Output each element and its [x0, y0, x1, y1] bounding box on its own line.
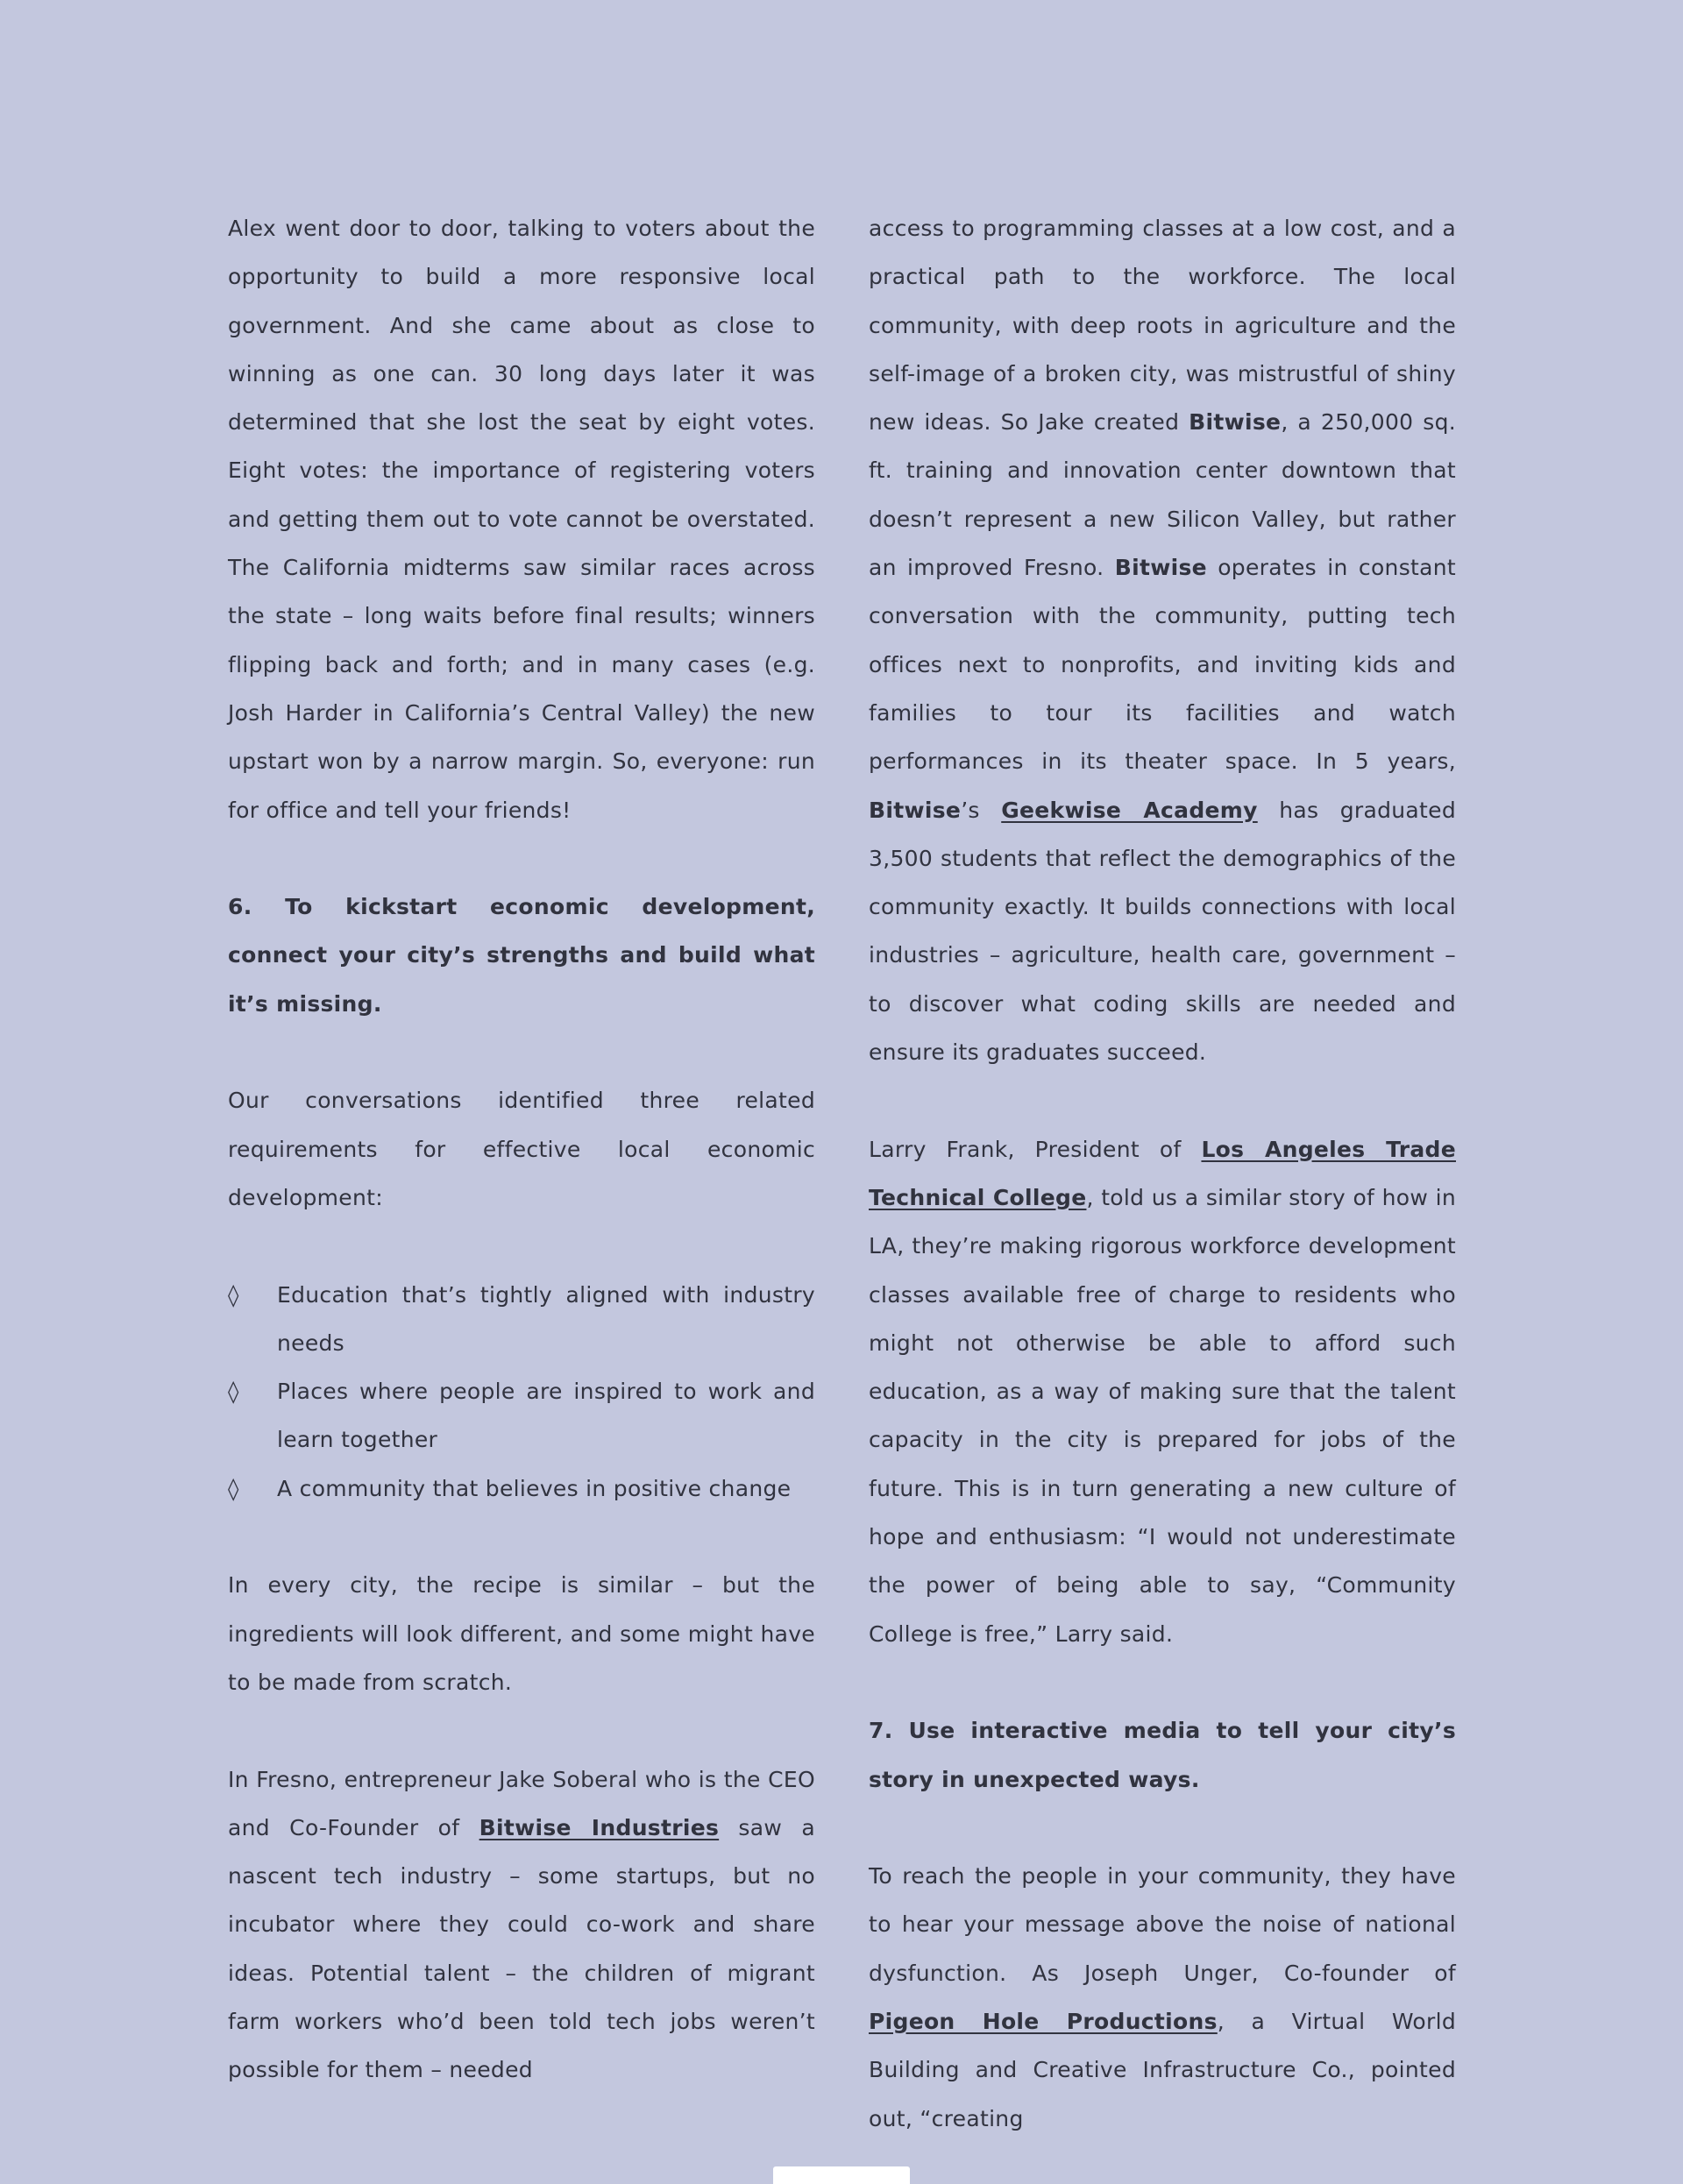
- list-item-text: Education that’s tightly aligned with industry needs: [277, 1281, 815, 1356]
- list-item: [228, 1271, 815, 1368]
- right-column: [869, 204, 1456, 2143]
- bold-bitwise: Bitwise: [1189, 409, 1282, 436]
- list-item: [228, 1464, 815, 1513]
- list-item-text: Places where people are inspired to work and learn together: [277, 1379, 815, 1453]
- paragraph-text: operates in constant conversation with the community, putting tech offices next to nonprofits, and inviting kids and families to tour its facilities and watch performances in its theater space. In 5 years,: [869, 555, 1456, 775]
- paragraph-text: , a 250,000 sq. ft. training and innovation center downtown that doesn’t represent a new Silicon Valley, but rather an improved Fresno.: [869, 409, 1456, 581]
- diamond-bullet-icon: ◊: [228, 1475, 239, 1501]
- link-la-trade-tech-college[interactable]: Los Angeles Trade Technical College: [869, 1136, 1456, 1210]
- paragraph-alex: Alex went door to door, talking to voters about the opportunity to build a more responsive local government. And she came about as close to winning as one can. 30 long days later it was determined that she lost the seat by eight votes. Eight votes: the importance of registering voters and getting them out to vote cannot be overstated. The California midterms saw similar races across the state – long waits before final results; winners flipping back and forth; and in many cases (e.g. Josh Harder in California’s Central Valley) the new upstart won by a narrow margin. So, everyone: run for office and tell your friends!: [228, 216, 815, 823]
- bold-bitwise: Bitwise: [869, 797, 962, 823]
- list-item-text: A community that believes in positive change: [277, 1475, 792, 1501]
- link-geekwise-academy[interactable]: Geekwise Academy: [1001, 797, 1258, 823]
- paragraph-text: has graduated 3,500 students that reflect the demographics of the community exactly. It builds connections with local industries – agriculture, health care, government – to discover what coding skills are needed and ensure its graduates succeed.: [869, 797, 1456, 1066]
- list-item: [228, 1367, 815, 1464]
- page-footer-tab: [773, 2166, 910, 2184]
- left-column: [228, 204, 815, 2095]
- paragraph-text: In Fresno, entrepreneur Jake Soberal who is the CEO and Co-Founder of: [228, 1766, 815, 1840]
- paragraph-text: ’s: [961, 797, 1002, 823]
- paragraph-text: , told us a similar story of how in LA, they’re making rigorous workforce development classes available free of charge to residents who might not otherwise be able to afford such education, as a way of making sure that the talent capacity in the city is prepared for jobs of the future. This is in turn generating a new culture of hope and enthusiasm: “I would not underestimate the power of being able to say, “Community College is free,” Larry said.: [869, 1184, 1457, 1647]
- paragraph-recipe: In every city, the recipe is similar – but the ingredients will look different, and some might have to be made from scratch.: [228, 1572, 815, 1695]
- diamond-bullet-icon: ◊: [228, 1379, 239, 1405]
- bold-bitwise: Bitwise: [1114, 555, 1207, 581]
- paragraph-requirements: Our conversations identified three related requirements for effective local economic development:: [228, 1088, 815, 1210]
- link-pigeon-hole-productions[interactable]: Pigeon Hole Productions: [869, 2008, 1218, 2034]
- paragraph-fresno: [228, 1755, 815, 2095]
- paragraph-text: To reach the people in your community, they have to hear your message above the noise of national dysfunction. As Joseph Unger, Co-founder of: [869, 1863, 1456, 1986]
- paragraph-text: , a Virtual World Building and Creative Infrastructure Co., pointed out, “creating: [869, 2008, 1456, 2131]
- section-heading-7: 7. Use interactive media to tell your city’s story in unexpected ways.: [869, 1718, 1456, 1792]
- requirements-list: [228, 1271, 815, 1513]
- paragraph-text: saw a nascent tech industry – some startups, but no incubator where they could co-work and share ideas. Potential talent – the children of migrant farm workers who’d been told tech jobs weren’t possible for them – needed: [228, 1814, 815, 2083]
- paragraph-bitwise: [869, 204, 1456, 1076]
- section-heading-6: 6. To kickstart economic development, connect your city’s strengths and build what it’s missing.: [228, 894, 815, 1017]
- paragraph-larry-frank: [869, 1125, 1456, 1658]
- paragraph-joseph-unger: [869, 1852, 1456, 2143]
- link-bitwise-industries[interactable]: Bitwise Industries: [479, 1814, 720, 1840]
- paragraph-text: access to programming classes at a low cost, and a practical path to the workforce. The local community, with deep roots in agriculture and the self-image of a broken city, was mistrustful of shiny new ideas. So Jake created: [869, 216, 1456, 436]
- diamond-bullet-icon: ◊: [228, 1281, 239, 1308]
- paragraph-text: Larry Frank, President of: [869, 1136, 1202, 1162]
